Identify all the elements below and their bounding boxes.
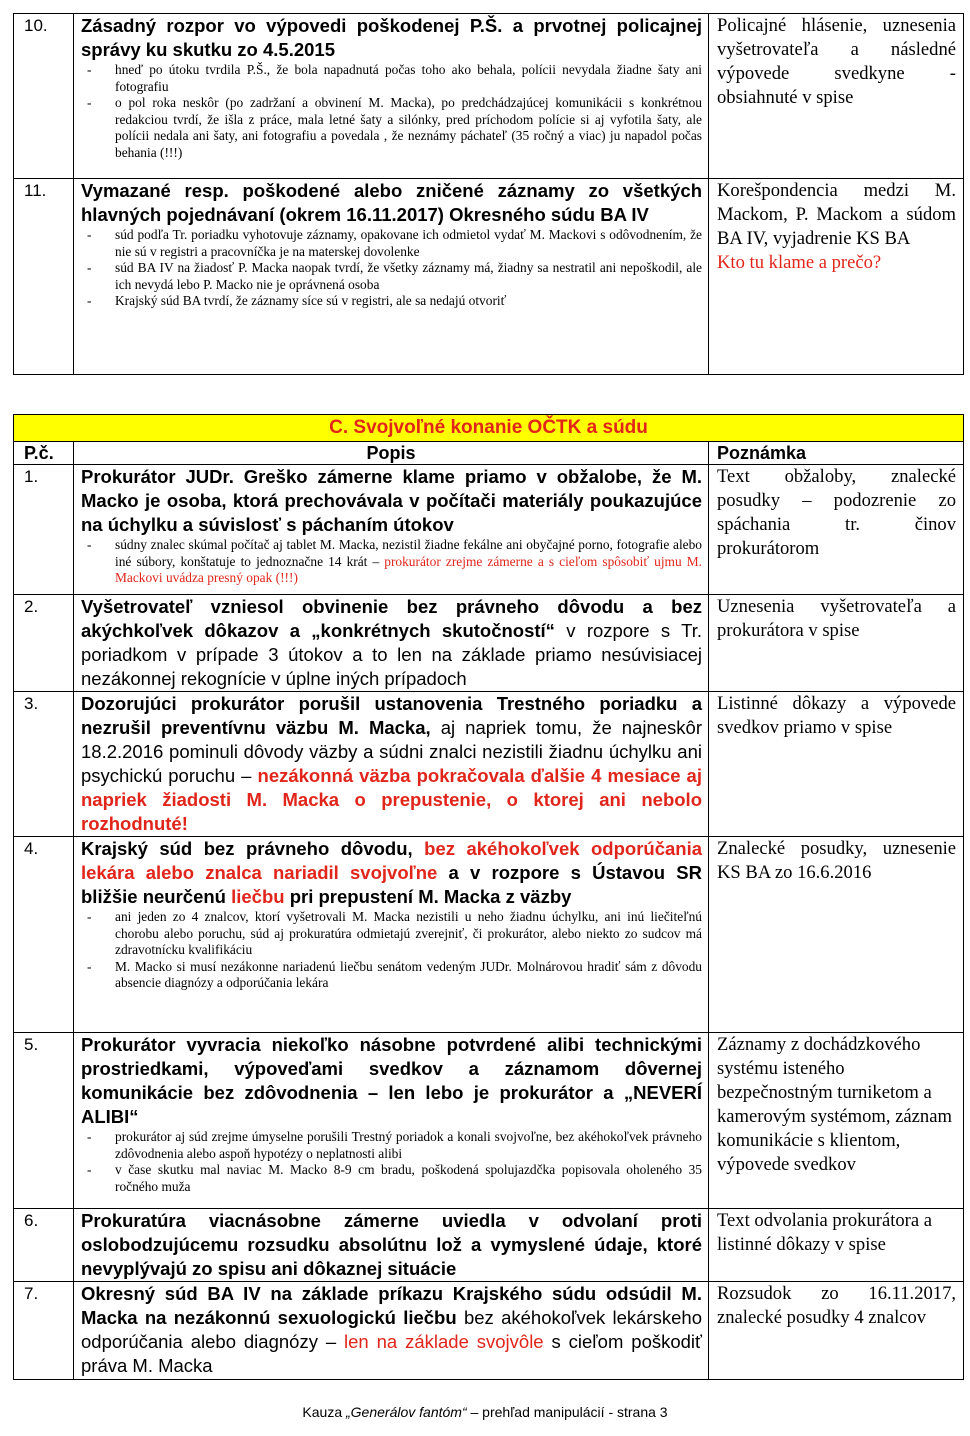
row-number: 11. (14, 179, 74, 375)
header-note: Poznámka (709, 442, 964, 465)
header-number: P.č. (14, 442, 74, 465)
title-rest: bez akéhokoľvek lekárskeho odporúčania alebo diagnózy – (81, 1307, 702, 1352)
page-footer (0, 1404, 970, 1420)
row-title (81, 595, 702, 691)
row-note (709, 465, 964, 595)
table-row (14, 595, 964, 692)
title-highlight: liečbu (231, 886, 285, 907)
row-note (709, 14, 964, 179)
bullet-list (81, 909, 702, 992)
row-number: 6. (14, 1209, 74, 1282)
table-row (14, 14, 964, 179)
title-part: pri prepustení M. Macka z väzby (284, 886, 572, 907)
bullet-item: - M. Macko si musí nezákonne nariadenú liečbu senátom vedeným JUDr. Molnárovou hradiť sám z dôvodu absencie diagnózy a odporúčania lekára (81, 959, 702, 992)
bullet-item: - v čase skutku mal naviac M. Macko 8-9 cm bradu, poškodená spolujazdčka popisovala oholeného 35 ročného muža (81, 1162, 702, 1195)
row-note (709, 1033, 964, 1209)
row-note (709, 595, 964, 692)
note-text: Korešpondencia medzi M. Mackom, P. Mackom a súdom BA IV, vyjadrenie KS BA (717, 180, 956, 249)
section-title: C. Svojvoľné konanie OČTK a súdu (14, 415, 964, 442)
bullet-list (81, 537, 702, 587)
row-description (74, 595, 709, 692)
title-highlight: len na základe svojvôle (344, 1331, 544, 1352)
footer-title: „Generálov fantóm“ (346, 1404, 467, 1420)
row-note (709, 1209, 964, 1282)
title-bold: Okresný súd BA IV na základe príkazu Krajského súdu odsúdil M. Macka na nezákonnú sexuologickú liečbu (81, 1283, 702, 1328)
row-note (709, 692, 964, 837)
bullet-item: - ani jeden zo 4 znalcov, ktorí vyšetrovali M. Macka nezistili u neho žiadnu úchylku, ani inú liečiteľnú chorobu alebo poruchu, súd aj prokuratúra odmietajú zverejniť, či prokurátor, alebo niekto zo sudcov má zdravotnícku kvalifikáciu (81, 909, 702, 959)
row-description (74, 692, 709, 837)
bullet-item: - prokurátor aj súd zrejme úmyselne porušili Trestný poriadok a konali svojvoľne, bez akéhokoľvek právneho zdôvodnenia alebo aspoň hypotézy o neplatnosti alibi (81, 1129, 702, 1162)
row-title (81, 837, 702, 909)
title-rest: aj napriek tomu, že najneskôr 18.2.2016 pominuli dôvody väzby a súdni znalci nezistili žiadnu úchylku ani psychickú poruchu – (81, 717, 703, 786)
row-note (709, 837, 964, 1033)
row-description (74, 1033, 709, 1209)
bullet-text-highlight: prokurátor zrejme zámerne a s cieľom spôsobiť ujmu M. Mackovi uvádza presný opak (!!!) (115, 553, 702, 586)
note-text: Listinné dôkazy a výpovede svedkov priamo v spise (717, 693, 957, 738)
title-bold: Dozorujúci prokurátor porušil ustanovenia Trestného poriadku a nezrušil preventívnu väzbu M. Macka, (81, 693, 702, 738)
row-number: 10. (14, 14, 74, 179)
row-title (81, 692, 702, 836)
bullet-list (81, 62, 702, 162)
note-text: Text obžaloby, znalecké posudky – podozrenie zo spáchania tr. činov prokurátorom (717, 466, 957, 559)
bullet-item: - súd BA IV na žiadosť P. Macka naopak tvrdí, že všetky záznamy má, žiadny sa nestratil ani nepoškodil, ale ich nevydá lebo P. Macko nie je oprávnená osoba (81, 260, 702, 293)
bullet-item: - súd podľa Tr. poriadku vyhotovuje záznamy, opakovane ich odmietol vydať M. Mackovi s odôvodnením, že nie sú v registri a pracovníčka je na materskej dovolenke (81, 227, 702, 260)
bullet-list (81, 227, 702, 310)
row-description (74, 837, 709, 1033)
table-continued (13, 13, 964, 375)
row-number: 7. (14, 1282, 74, 1380)
table-header-row (14, 442, 964, 465)
note-text: Text odvolania prokurátora a listinné dôkazy v spise (717, 1210, 933, 1255)
table-section-c (13, 414, 964, 1380)
title-end: s cieľom poškodiť práva M. Macka (81, 1331, 702, 1376)
title-highlight: bez akéhokoľvek odporúčania lekára alebo znalca nariadil svojvoľne (81, 838, 703, 883)
row-number: 2. (14, 595, 74, 692)
title-part: a v rozpore s Ústavou SR bližšie neurčenú (81, 862, 702, 907)
row-note (709, 179, 964, 375)
table-row (14, 1033, 964, 1209)
table-row (14, 1209, 964, 1282)
table-row (14, 692, 964, 837)
note-question: Kto tu klame a prečo? (717, 252, 882, 273)
row-note (709, 1282, 964, 1380)
row-title (81, 1282, 702, 1378)
table-row (14, 465, 964, 595)
table-row (14, 837, 964, 1033)
row-description (74, 1282, 709, 1380)
bullet-item (81, 537, 702, 587)
row-number: 1. (14, 465, 74, 595)
row-description (74, 14, 709, 179)
row-title: Zásadný rozpor vo výpovedi poškodenej P.Š. a prvotnej policajnej správy ku skutku zo 4.5.2015 (81, 15, 702, 60)
row-number: 4. (14, 837, 74, 1033)
note-text: Záznamy z dochádzkového systému isteného bezpečnostným turniketom a kamerovým systémom, záznam komunikácie s klientom, výpovede svedkov (717, 1034, 952, 1175)
row-description (74, 1209, 709, 1282)
row-title: Vymazané resp. poškodené alebo zničené záznamy zo všetkých hlavných pojednávaní (okrem 16.11.2017) Okresného súdu BA IV (81, 180, 702, 225)
table-row (14, 179, 964, 375)
row-description (74, 179, 709, 375)
footer-prefix: Kauza (302, 1404, 346, 1420)
row-number: 3. (14, 692, 74, 837)
row-title: Prokuratúra viacnásobne zámerne uviedla v odvolaní proti oslobodzujúcemu rozsudku absolútnu lož a vymyslené údaje, ktoré nevyplývajú zo spisu ani dôkaznej situácie (81, 1210, 702, 1279)
bullet-item: - Krajský súd BA tvrdí, že záznamy síce sú v registri, ale sa nedajú otvoriť (81, 293, 702, 310)
footer-suffix: – prehľad manipulácií - strana 3 (466, 1404, 668, 1420)
section-title-bar (14, 415, 964, 442)
row-description (74, 465, 709, 595)
row-title: Prokurátor JUDr. Greško zámerne klame priamo v obžalobe, že M. Macko je osoba, ktorá prechovávala v počítači materiály poukazujúce na úchylku a súvislosť s páchaním útokov (81, 466, 702, 535)
title-part: Krajský súd bez právneho dôvodu, (81, 838, 425, 859)
bullet-text: súdny znalec skúmal počítač aj tablet M. Macka, nezistil žiadne fekálne ani obyčajné porno, fotografie alebo iné súbory, konštatuje to jednoznačne 14 krát – (115, 537, 702, 569)
title-bold: Vyšetrovateľ vzniesol obvinenie bez právneho dôvodu a bez akýchkoľvek dôkazov a „konkrétnych skutočností“ (81, 596, 702, 641)
title-rest: v rozpore s Tr. poriadkom v prípade 3 útokov a to len na základe priamo nesúvisiacej nezákonnej rekognície v úplne iných prípadoch (81, 620, 702, 689)
note-text: Znalecké posudky, uznesenie KS BA zo 16.6.2016 (717, 838, 957, 883)
row-title: Prokurátor vyvracia niekoľko násobne potvrdené alibi technickými prostriedkami, výpoveďami svedkov a záznamom dôvernej komunikácie bez zdôvodnenia – len lebo je prokurátor a „NEVERÍ ALIBI“ (81, 1034, 702, 1127)
note-text: Uznesenia vyšetrovateľa a prokurátora v spise (717, 596, 957, 641)
bullet-item: - o pol roka neskôr (po zadržaní a obvinení M. Macka), po predchádzajúcej komunikácii s konkrétnou redakciou tvrdí, že išla z práce, mala letné šaty a silónky, pred príchodom polície si aj vyfotila šaty, ale polícii nedala ani šaty, ani fotografiu a povedala , že neznámy páchateľ (35 ročný a viac) ju napadol počas behania (!!!) (81, 95, 702, 161)
bullet-list (81, 1129, 702, 1195)
title-highlight: nezákonná väzba pokračovala ďalšie 4 mesiace aj napriek žiadosti M. Macka o prepustenie, o ktorej ani nebolo rozhodnuté! (81, 765, 702, 834)
table-row (14, 1282, 964, 1380)
note-text: Rozsudok zo 16.11.2017, znalecké posudky 4 znalcov (717, 1283, 957, 1328)
row-number: 5. (14, 1033, 74, 1209)
note-text: Policajné hlásenie, uznesenia vyšetrovateľa a následné výpovede svedkyne - obsiahnuté v spise (717, 15, 956, 108)
header-description: Popis (74, 442, 709, 465)
bullet-item: - hneď po útoku tvrdila P.Š., že bola napadnutá počas toho ako behala, polícii nevydala žiadne šaty ani fotografiu (81, 62, 702, 95)
